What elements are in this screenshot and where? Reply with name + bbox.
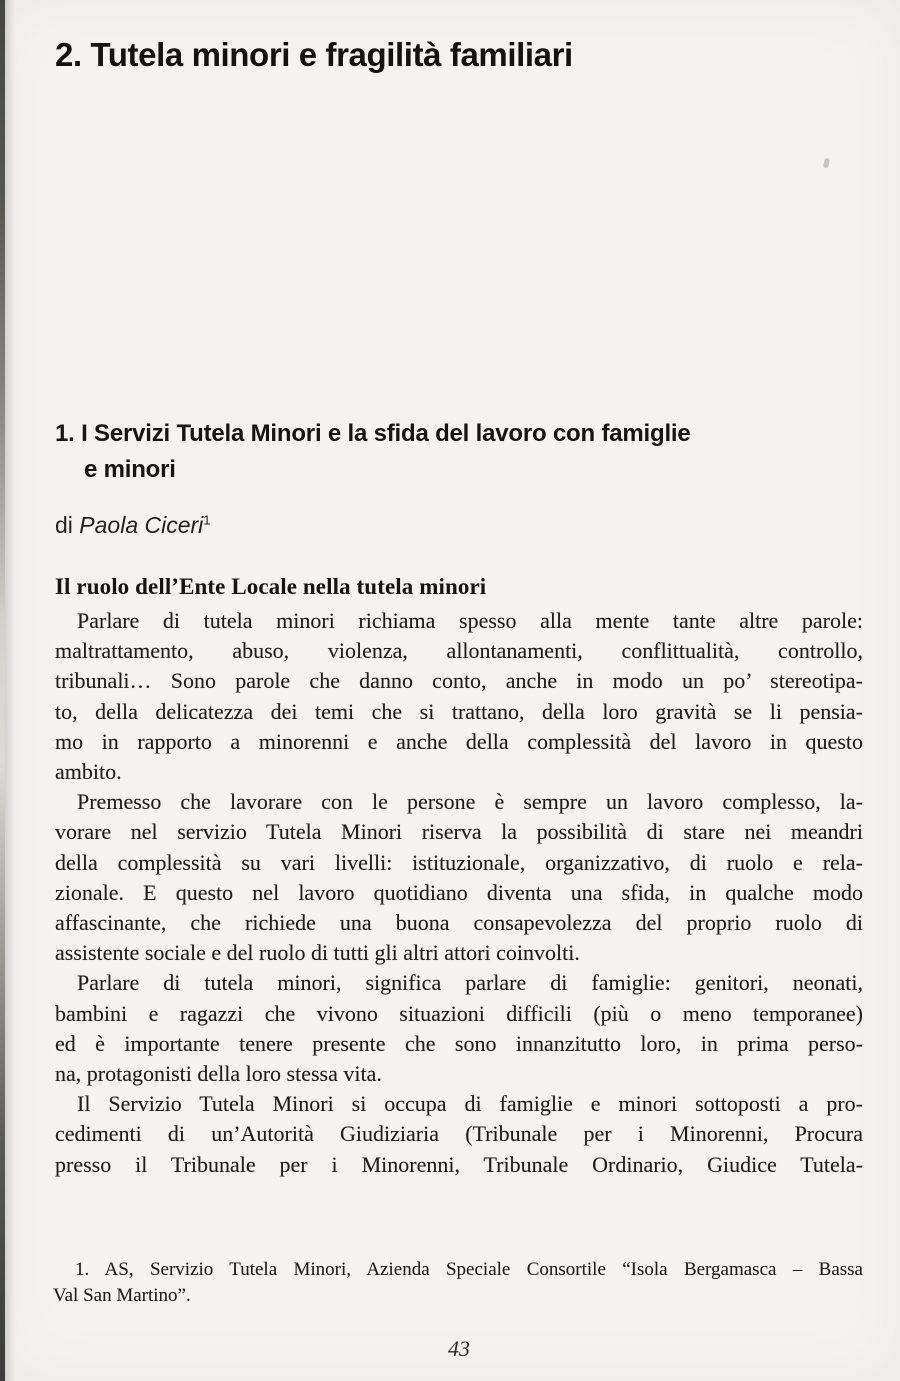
paragraph — [55, 606, 863, 787]
scan-edge-shadow — [5, 0, 15, 1381]
footnote-line: Val San Martino”. — [53, 1285, 191, 1306]
body-text — [55, 606, 863, 1180]
body-text-line: tribunali… Sono parole che danno conto, anche in modo un po’ stereotipa- — [55, 668, 863, 694]
body-text-line: Premesso che lavorare con le persone è sempre un lavoro complesso, la- — [77, 789, 863, 815]
byline-prefix: di — [55, 512, 80, 538]
body-text-line: bambini e ragazzi che vivono situazioni difficili (più o meno temporanee) — [55, 1000, 863, 1026]
paragraph — [55, 1089, 863, 1180]
author-name: Paola Ciceri — [79, 512, 204, 538]
body-text-line: maltrattamento, abuso, violenza, allontanamenti, conflittualità, controllo, — [55, 638, 863, 664]
body-text-line: Parlare di tutela minori richiama spesso alla mente tante altre parole: — [77, 608, 863, 633]
body-text-line: assistente sociale e del ruolo di tutti gli altri attori coinvolti. — [55, 940, 580, 966]
section-heading — [55, 416, 867, 488]
paragraph — [55, 787, 863, 968]
section-heading-line: e minori — [84, 456, 176, 483]
body-text-line: cedimenti di un’Autorità Giudiziaria (Tribunale per i Minorenni, Procura — [55, 1121, 863, 1147]
body-text-line: to, della delicatezza dei temi che si trattano, della loro gravità se li pensia- — [55, 698, 863, 724]
body-text-line: vorare nel servizio Tutela Minori riserva la possibilità di stare nei meandri — [55, 819, 863, 845]
scan-speck — [823, 158, 830, 169]
footnote — [53, 1257, 863, 1309]
byline — [55, 512, 211, 539]
page-number: 43 — [448, 1336, 470, 1361]
body-text-line: della complessità su vari livelli: istituzionale, organizzativo, di ruolo e rela- — [55, 849, 863, 875]
body-text-line: zionale. E questo nel lavoro quotidiano diventa una sfida, in qualche modo — [55, 879, 863, 905]
section-heading-line: 1. I Servizi Tutela Minori e la sfida del lavoro con famiglie — [55, 420, 691, 447]
body-text-line: presso il Tribunale per i Minorenni, Tribunale Ordinario, Giudice Tutela- — [55, 1151, 863, 1177]
body-text-line: mo in rapporto a minorenni e anche della complessità del lavoro in questo — [55, 728, 863, 754]
body-text-line: Il Servizio Tutela Minori si occupa di famiglie e minori sottoposti a pro- — [77, 1091, 863, 1117]
paragraph — [55, 968, 863, 1089]
chapter-title: 2. Tutela minori e fragilità familiari — [55, 36, 573, 74]
footnote-line: 1. AS, Servizio Tutela Minori, Azienda Speciale Consortile “Isola Bergamasca – Bassa — [75, 1259, 863, 1280]
body-text-line: Parlare di tutela minori, significa parlare di famiglie: genitori, neonati, — [77, 970, 863, 996]
body-text-line: ed è importante tenere presente che sono innanzitutto loro, in prima perso- — [55, 1030, 863, 1056]
body-text-line: affascinante, che richiede una buona consapevolezza del proprio ruolo di — [55, 910, 863, 936]
footnote-ref-marker: 1 — [203, 512, 211, 528]
body-text-line: ambito. — [55, 759, 122, 785]
body-text-line: na, protagonisti della loro stessa vita. — [55, 1061, 382, 1087]
run-in-subheading: Il ruolo dell’Ente Locale nella tutela minori — [55, 574, 487, 599]
